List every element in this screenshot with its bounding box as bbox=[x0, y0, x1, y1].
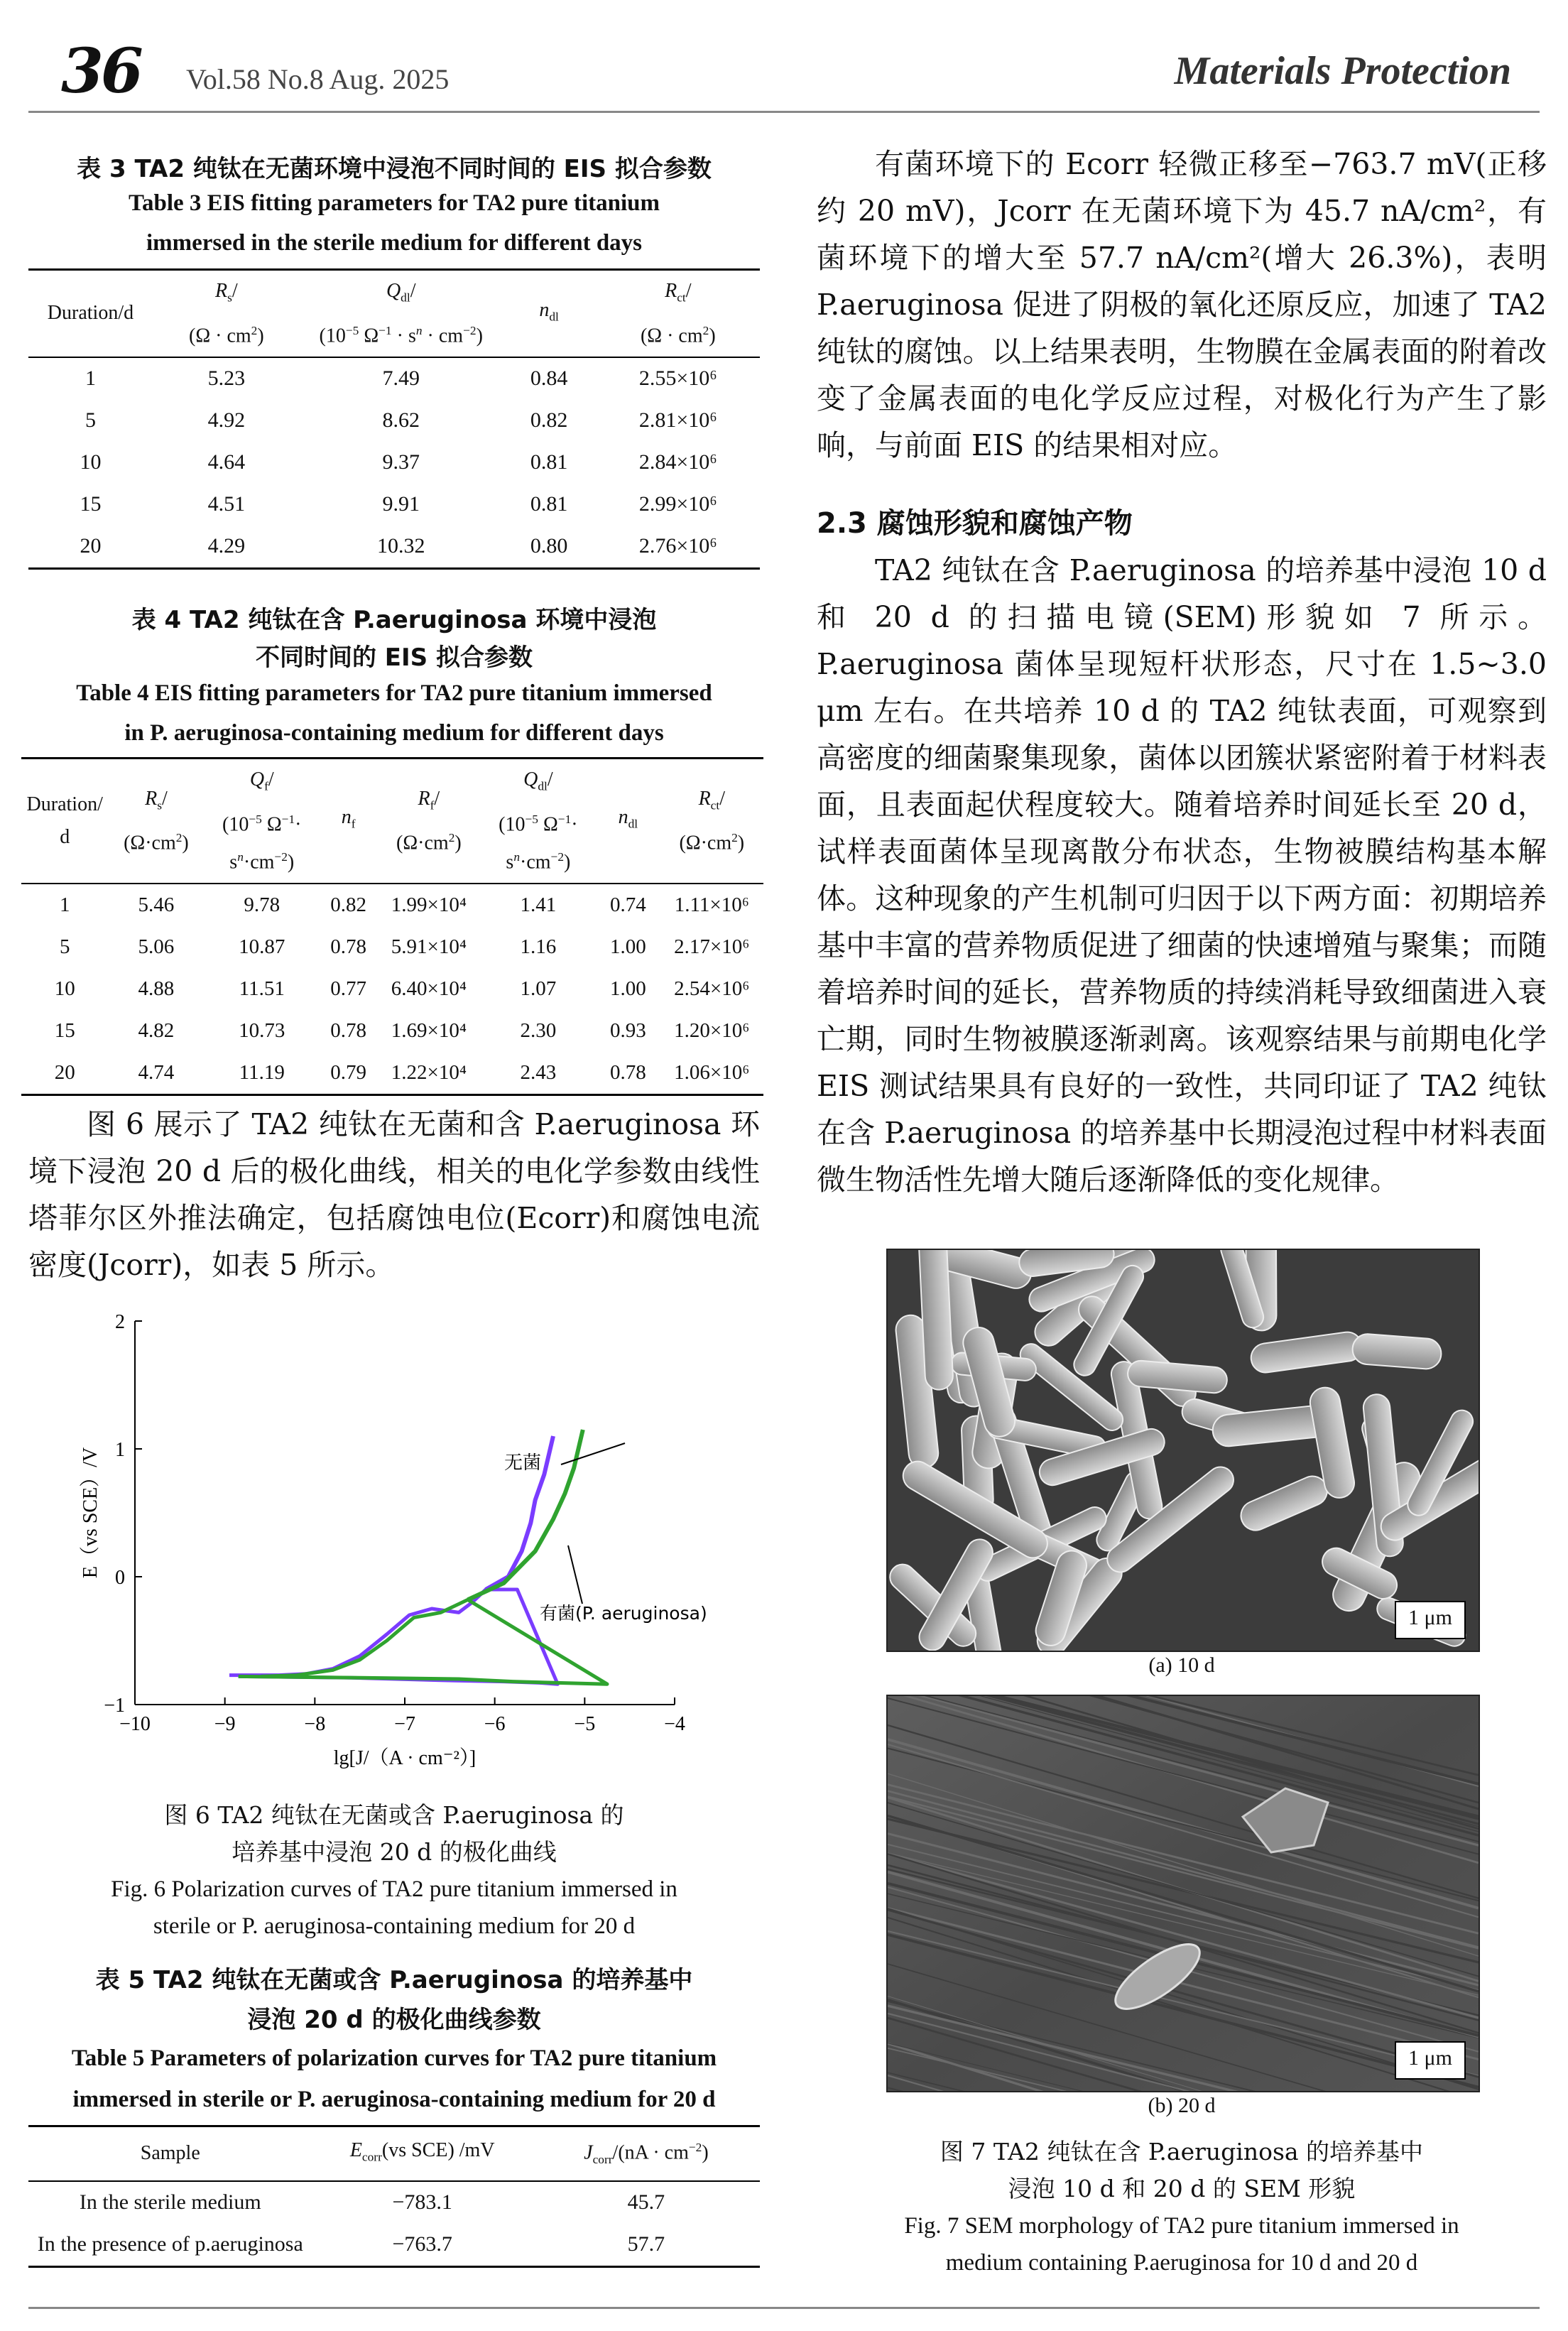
table4-cell: 9.78 bbox=[244, 893, 281, 917]
table4-cell: 15 bbox=[54, 1019, 75, 1043]
table5-cell: −763.7 bbox=[392, 2232, 452, 2256]
table3-row bbox=[28, 357, 760, 400]
fig6-caption-cn-1: 图 6 TA2 纯钛在无菌或含 P.aeruginosa 的 bbox=[164, 1801, 624, 1829]
table4-cell: 1.22×10⁴ bbox=[391, 1061, 467, 1085]
label-bacteria: 有菌(P. aeruginosa) bbox=[540, 1603, 707, 1624]
fig7-sub-b: (b) 20 d bbox=[1148, 2094, 1216, 2117]
table4-col-nf: $n_f$ bbox=[341, 806, 356, 831]
table5-caption-en-1: Table 5 Parameters of polarization curves for TA2 pure titanium bbox=[71, 2045, 717, 2071]
x-tick-label: −8 bbox=[304, 1713, 326, 1735]
table5-caption-cn-1: 表 5 TA2 纯钛在无菌或含 P.aeruginosa 的培养基中 bbox=[95, 1966, 693, 1994]
table5-col-sample: Sample bbox=[140, 2142, 200, 2165]
table3-cell: 2.99×10⁶ bbox=[638, 492, 717, 516]
y-tick-label: 1 bbox=[115, 1439, 125, 1461]
table3-row bbox=[28, 400, 760, 442]
table4-cell: 0.74 bbox=[610, 893, 646, 917]
table3-cell: 8.62 bbox=[382, 408, 420, 433]
table5-col-jcorr: $J_{corr}/(nA \cdot cm^{-2})$ bbox=[584, 2141, 709, 2166]
table4-cell: 4.82 bbox=[138, 1019, 175, 1043]
table4-cell: 1.07 bbox=[520, 977, 557, 1001]
table4-caption-en-1: Table 4 EIS fitting parameters for TA2 pure titanium immersed bbox=[76, 680, 712, 706]
table4-col-rct: $R_{ct}/$ $(\Omega\cdot cm^2)$ bbox=[679, 787, 745, 854]
table3-caption-en-1: Table 3 EIS fitting parameters for TA2 pure titanium bbox=[128, 190, 660, 216]
table5-cell: In the presence of p.aeruginosa bbox=[37, 2232, 303, 2256]
table4-row bbox=[21, 968, 763, 1010]
right-paragraph-1 bbox=[817, 141, 1547, 469]
table3-cell: 9.91 bbox=[382, 492, 420, 516]
table4-cell: 1.00 bbox=[610, 935, 646, 959]
table3-col-rs: $R_s/$ $(\Omega \cdot cm^2)$ bbox=[189, 280, 264, 347]
label-sterile-leader bbox=[561, 1443, 625, 1465]
table4-cell: 1.11×10⁶ bbox=[674, 893, 749, 917]
table4-cell: 5.06 bbox=[138, 935, 175, 959]
fig6-caption-en-2: sterile or P. aeruginosa-containing medium for 20 d bbox=[153, 1913, 636, 1939]
section-heading: 2.3 腐蚀形貌和腐蚀产物 bbox=[817, 507, 1133, 540]
table4-header-row bbox=[21, 759, 763, 884]
table3-cell: 0.81 bbox=[530, 450, 568, 474]
table4-cell: 10.87 bbox=[239, 935, 285, 959]
table4-cell: 1 bbox=[59, 893, 70, 917]
table4-col-duration: Duration/ d bbox=[26, 793, 103, 849]
table4-col-ndl: $n_{dl}$ bbox=[618, 806, 638, 831]
sem-texture-10d bbox=[888, 1250, 1479, 1651]
scale-bar-20d: 1 μm bbox=[1395, 2041, 1466, 2080]
x-tick-label: −4 bbox=[664, 1713, 685, 1735]
table4-cell: 1.16 bbox=[520, 935, 557, 959]
table4-cell: 10.73 bbox=[239, 1019, 285, 1043]
table3-col-qdl: $Q_{dl}/$ ($10^{-5}$ $\Omega^{-1} \cdot s^n \cdot cm^{-2}$) bbox=[319, 280, 483, 347]
right-paragraph-1-text: 有菌环境下的 Ecorr 轻微正移至−763.7 mV(正移约 20 mV)，Jcorr 在无菌环境下为 45.7 nA/cm²，有菌环境下的增大至 57.7 nA/cm²(增大 26.3%)，表明 P.aeruginosa 促进了阴极的氧化还原反应，加速了 TA2 纯钛的腐蚀。以上结果表明，生物膜在金属表面的附着改变了金属表面的电化学反应过程，对极化行为产生了影响，与前面 EIS 的结果相对应。 bbox=[817, 147, 1547, 462]
fig7-caption-en-1: Fig. 7 SEM morphology of TA2 pure titanium immersed in bbox=[904, 2213, 1459, 2239]
page-number: 36 bbox=[61, 36, 141, 107]
scale-bar-10d: 1 μm bbox=[1395, 1601, 1466, 1639]
journal-title: Materials Protection bbox=[1174, 49, 1511, 93]
right-paragraph-2-text: TA2 纯钛在含 P.aeruginosa 的培养基中浸泡 10 d 和 20 d 的扫描电镜(SEM)形貌如 7 所示。P.aeruginosa 菌体呈现短杆状形态，尺寸在 1.5~3.0 μm 左右。在共培养 10 d 的 TA2 纯钛表面，可观察到高密度的细菌聚集现象，菌体以团簇状紧密附着于材料表面，且表面起伏程度较大。随着培养时间延长至 20 d，试样表面菌体呈现离散分布状态，生物被膜结构基本解体。这种现象的产生机制可归因于以下两方面：初期培养基中丰富的营养物质促进了细菌的快速增殖与聚集；而随着培养时间的延长，营养物质的持续消耗导致细菌进入衰亡期，同时生物被膜逐渐剥离。该观察结果与前期电化学 EIS 测试结果具有良好的一致性，共同印证了 TA2 纯钛在含 P.aeruginosa 的培养基中长期浸泡过程中材料表面微生物活性先增大随后逐渐降低的变化规律。 bbox=[817, 553, 1547, 1197]
table3-cell: 4.29 bbox=[207, 534, 246, 558]
table3-cell: 7.49 bbox=[382, 366, 420, 391]
table3-cell: 10 bbox=[80, 450, 102, 474]
table4-row bbox=[21, 926, 763, 968]
table3-cell: 10.32 bbox=[376, 534, 425, 558]
table4-cell: 0.93 bbox=[610, 1019, 646, 1043]
table4-cell: 11.51 bbox=[239, 977, 285, 1001]
table5-caption-cn-2: 浸泡 20 d 的极化曲线参数 bbox=[247, 2006, 541, 2034]
table4-cell: 0.82 bbox=[330, 893, 366, 917]
table3-cell: 15 bbox=[80, 492, 102, 516]
fig6-chart bbox=[71, 1307, 724, 1790]
table4-cell: 6.40×10⁴ bbox=[391, 977, 467, 1001]
y-tick-label: −1 bbox=[104, 1695, 125, 1717]
table5 bbox=[28, 2125, 760, 2268]
table4-col-qdl: $Q_{dl}/$ ($10^{-5}$ $\Omega^{-1}\cdot$ $s^n\cdot cm^{-2}$) bbox=[499, 768, 578, 874]
table4-col-rf: $R_f/$ $(\Omega\cdot cm^2)$ bbox=[396, 787, 462, 854]
table3-col-rct: $R_{ct}/$ $(\Omega \cdot cm^2)$ bbox=[640, 280, 716, 347]
table4-cell: 1.06×10⁶ bbox=[674, 1061, 750, 1085]
sem-image-10d bbox=[886, 1249, 1480, 1652]
table5-cell: 57.7 bbox=[627, 2232, 665, 2256]
table4 bbox=[21, 757, 763, 1096]
table3-cell: 2.55×10⁶ bbox=[638, 366, 717, 391]
right-paragraph-2 bbox=[817, 547, 1547, 1203]
table4-cell: 5 bbox=[59, 935, 70, 959]
table3-col-ndl: $n_{dl}$ bbox=[539, 298, 559, 324]
x-tick-label: −7 bbox=[394, 1713, 415, 1735]
table3-row bbox=[28, 442, 760, 484]
table5-cell: 45.7 bbox=[627, 2190, 665, 2215]
table4-cell: 2.54×10⁶ bbox=[674, 977, 750, 1001]
table3-col-duration: Duration/d bbox=[47, 302, 134, 325]
fig7-caption-cn-1: 图 7 TA2 纯钛在含 P.aeruginosa 的培养基中 bbox=[940, 2138, 1424, 2166]
table4-cell: 10 bbox=[54, 977, 75, 1001]
table4-caption-cn-2: 不同时间的 EIS 拟合参数 bbox=[255, 643, 533, 672]
table3-cell: 0.84 bbox=[530, 366, 568, 391]
y-axis-label: E（vs SCE）/V bbox=[80, 1447, 102, 1579]
table3-cell: 20 bbox=[80, 534, 102, 558]
left-paragraph bbox=[28, 1101, 760, 1288]
table4-caption-cn-1: 表 4 TA2 纯钛在含 P.aeruginosa 环境中浸泡 bbox=[131, 606, 657, 634]
x-tick-label: −6 bbox=[484, 1713, 506, 1735]
table3-cell: 4.92 bbox=[207, 408, 246, 433]
x-tick-label: −9 bbox=[214, 1713, 236, 1735]
left-paragraph-text: 图 6 展示了 TA2 纯钛在无菌和含 P.aeruginosa 环境下浸泡 20 d 后的极化曲线，相关的电化学参数由线性塔菲尔区外推法确定，包括腐蚀电位(Ecorr)和腐蚀电流密度(Jcorr)，如表 5 所示。 bbox=[28, 1107, 760, 1282]
table4-cell: 1.99×10⁴ bbox=[391, 893, 467, 917]
table5-caption-en-2: immersed in sterile or P. aeruginosa-containing medium for 20 d bbox=[72, 2087, 716, 2112]
table4-row bbox=[21, 1052, 763, 1095]
table3-cell: 2.76×10⁶ bbox=[638, 534, 717, 558]
table4-cell: 2.43 bbox=[520, 1061, 557, 1085]
table3-cell: 2.84×10⁶ bbox=[638, 450, 717, 474]
table3-caption-en-2: immersed in the sterile medium for different days bbox=[146, 230, 643, 256]
sem-image-20d bbox=[886, 1695, 1480, 2092]
table4-row bbox=[21, 1010, 763, 1052]
table3-caption-cn: 表 3 TA2 纯钛在无菌环境中浸泡不同时间的 EIS 拟合参数 bbox=[77, 155, 712, 183]
table3-cell: 4.64 bbox=[207, 450, 246, 474]
table3-cell: 9.37 bbox=[382, 450, 420, 474]
table3-cell: 5 bbox=[85, 408, 96, 433]
footer-rule bbox=[28, 2307, 1540, 2309]
table4-caption-en-2: in P. aeruginosa-containing medium for different days bbox=[124, 720, 664, 746]
fig7-caption-cn-2: 浸泡 10 d 和 20 d 的 SEM 形貌 bbox=[1008, 2175, 1356, 2202]
table3-cell: 1 bbox=[85, 366, 96, 391]
table4-cell: 1.00 bbox=[610, 977, 646, 1001]
chart-axes bbox=[79, 1311, 685, 1769]
table3-cell: 4.51 bbox=[207, 492, 246, 516]
label-sterile: 无菌 bbox=[504, 1452, 542, 1474]
table4-col-qf: $Q_f/$ ($10^{-5}$ $\Omega^{-1}\cdot$ $s^n\cdot cm^{-2}$) bbox=[222, 768, 302, 874]
table4-cell: 5.46 bbox=[138, 893, 175, 917]
y-tick-label: 2 bbox=[115, 1311, 125, 1333]
fig7-sub-a: (a) 10 d bbox=[1148, 1653, 1215, 1677]
y-tick-label: 0 bbox=[115, 1567, 125, 1589]
table4-cell: 1.41 bbox=[520, 893, 557, 917]
sem-texture-20d bbox=[888, 1696, 1479, 2091]
chart-series bbox=[229, 1430, 607, 1684]
table4-cell: 5.91×10⁴ bbox=[391, 935, 467, 959]
table5-header-row bbox=[28, 2126, 760, 2181]
table4-cell: 0.78 bbox=[610, 1061, 646, 1085]
table3-cell: 0.82 bbox=[530, 408, 568, 433]
table4-cell: 2.30 bbox=[520, 1019, 557, 1043]
table4-cell: 1.20×10⁶ bbox=[674, 1019, 750, 1043]
table4-col-rs: $R_s/$ $(\Omega\cdot cm^2)$ bbox=[124, 787, 189, 854]
table3-cell: 0.80 bbox=[530, 534, 568, 558]
table3-row bbox=[28, 526, 760, 569]
table4-cell: 4.74 bbox=[138, 1061, 175, 1085]
table5-row bbox=[28, 2224, 760, 2267]
bacterium-rod bbox=[1351, 1333, 1442, 1370]
table4-row bbox=[21, 884, 763, 926]
x-tick-label: −5 bbox=[574, 1713, 596, 1735]
fig7-caption-en-2: medium containing P.aeruginosa for 10 d and 20 d bbox=[945, 2250, 1418, 2276]
table4-cell: 1.69×10⁴ bbox=[391, 1019, 467, 1043]
table4-cell: 0.77 bbox=[330, 977, 366, 1001]
table4-cell: 20 bbox=[54, 1061, 75, 1085]
issue-info: Vol.58 No.8 Aug. 2025 bbox=[186, 63, 450, 95]
table4-cell: 4.88 bbox=[138, 977, 175, 1001]
table3-cell: 5.23 bbox=[207, 366, 246, 391]
x-axis-label: lg[J/（A · cm⁻²）] bbox=[333, 1747, 477, 1769]
label-bacteria-leader bbox=[568, 1545, 582, 1604]
table4-cell: 11.19 bbox=[239, 1061, 285, 1085]
table3-header-row bbox=[28, 270, 760, 357]
table5-col-ecorr: $E_{corr}(vs$ SCE) /mV bbox=[349, 2139, 495, 2164]
table5-cell: −783.1 bbox=[392, 2190, 452, 2215]
fig6-caption-en-1: Fig. 6 Polarization curves of TA2 pure titanium immersed in bbox=[111, 1876, 677, 1902]
table5-cell: In the sterile medium bbox=[79, 2190, 261, 2215]
fig6-caption-cn-2: 培养基中浸泡 20 d 的极化曲线 bbox=[232, 1838, 557, 1866]
table4-cell: 0.78 bbox=[330, 1019, 366, 1043]
table3-cell: 2.81×10⁶ bbox=[638, 408, 717, 433]
table3-cell: 0.81 bbox=[530, 492, 568, 516]
table3 bbox=[28, 268, 760, 570]
header-rule bbox=[28, 111, 1540, 113]
table5-row bbox=[28, 2181, 760, 2224]
table4-cell: 0.79 bbox=[330, 1061, 366, 1085]
table4-cell: 2.17×10⁶ bbox=[674, 935, 750, 959]
table3-row bbox=[28, 484, 760, 526]
table4-cell: 0.78 bbox=[330, 935, 366, 959]
x-tick-label: −10 bbox=[119, 1713, 151, 1735]
